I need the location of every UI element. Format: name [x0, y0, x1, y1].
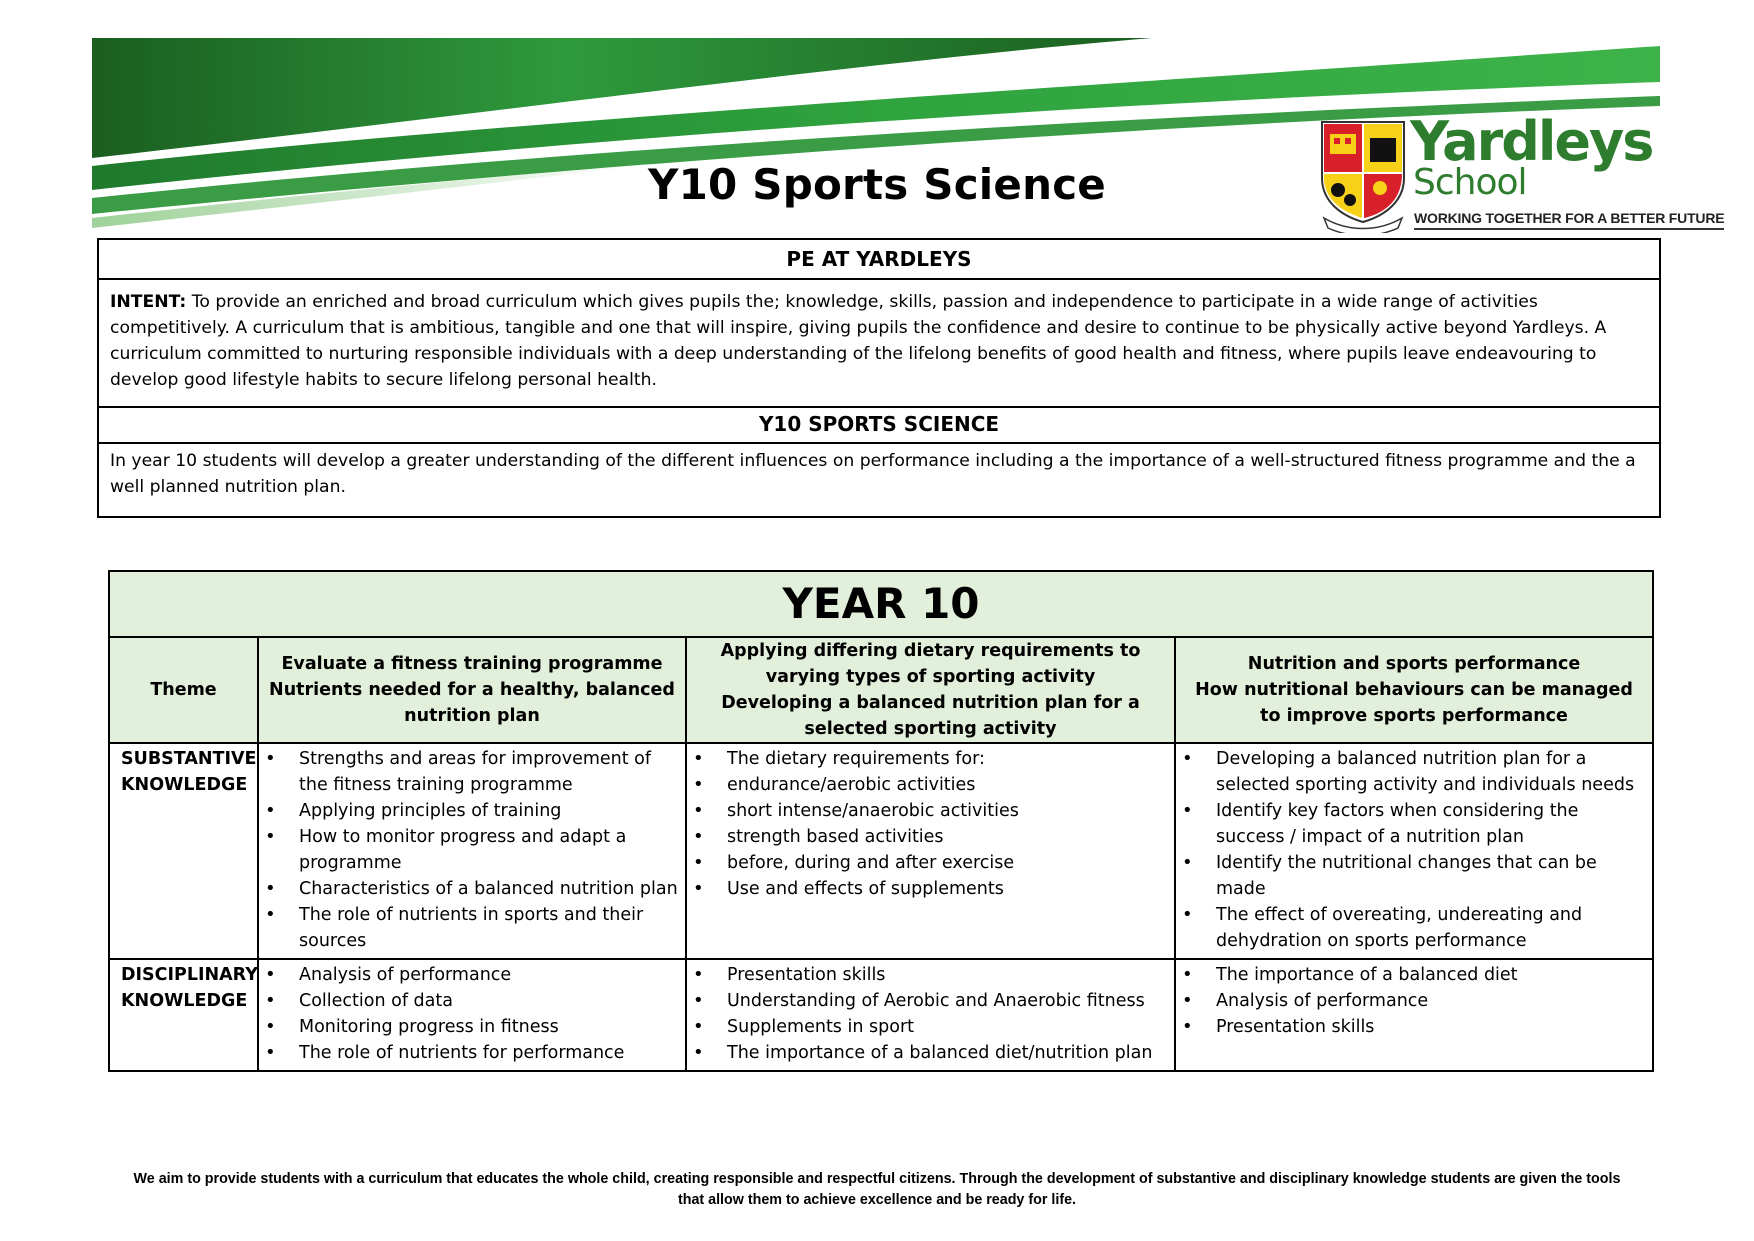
substantive-cell-2 [686, 743, 1175, 959]
list-item: • Applying principles of training [259, 798, 679, 824]
footer-statement [110, 1169, 1644, 1211]
bullet-list [1176, 744, 1652, 958]
theme-1-line-1: Evaluate a fitness training programme [281, 654, 663, 674]
list-item: • short intense/anaerobic activities [687, 798, 1168, 824]
bullet-list [259, 744, 685, 958]
list-item: • Presentation skills [1176, 1014, 1646, 1040]
footer-line-2: that allow them to achieve excellence and be ready for life. [677, 1192, 1077, 1208]
logo-name-school: School [1413, 162, 1527, 203]
year-title: YEAR 10 [109, 571, 1653, 637]
logo-name-yardleys: Yardleys [1410, 110, 1653, 173]
list-item: • Analysis of performance [259, 962, 679, 988]
school-crest-icon [1318, 118, 1408, 233]
list-item: • Monitoring progress in fitness [259, 1014, 679, 1040]
row-label-substantive [109, 743, 258, 959]
list-item: • Analysis of performance [1176, 988, 1646, 1014]
list-item: • Presentation skills [687, 962, 1168, 988]
list-item: • Use and effects of supplements [687, 876, 1168, 902]
footer-line-1: We aim to provide students with a curriculum that educates the whole child, creating responsible and respectful citizens. Through the development of substantive and disciplinary knowledge students are given the tools [133, 1171, 1621, 1187]
row-label-line: KNOWLEDGE [121, 991, 248, 1011]
year-10-table [108, 570, 1654, 1072]
pe-heading: PE AT YARDLEYS [99, 240, 1659, 280]
list-item: • endurance/aerobic activities [687, 772, 1168, 798]
theme-1-line-2: Nutrients needed for a healthy, balanced nutrition plan [269, 680, 675, 726]
bullet-list [687, 744, 1174, 906]
list-item: • Strengths and areas for improvement of the fitness training programme [259, 746, 679, 798]
substantive-cell-3 [1175, 743, 1653, 959]
list-item: • The importance of a balanced diet/nutrition plan [687, 1040, 1168, 1066]
school-logo [1318, 110, 1725, 238]
list-item: • Developing a balanced nutrition plan for a selected sporting activity and individuals needs [1176, 746, 1646, 798]
row-label-disciplinary [109, 959, 258, 1071]
row-label-line: KNOWLEDGE [121, 775, 248, 795]
list-item: • The role of nutrients in sports and their sources [259, 902, 679, 954]
row-label-line: SUBSTANTIVE [121, 749, 257, 769]
y10-summary: In year 10 students will develop a greater understanding of the different influences on performance including a the importance of a well-structured fitness programme and the a well planned nutrition plan. [110, 451, 1636, 497]
bullet-list [1176, 960, 1652, 1044]
list-item: • The effect of overeating, undereating and dehydration on sports performance [1176, 902, 1646, 954]
list-item: • before, during and after exercise [687, 850, 1168, 876]
list-item: • How to monitor progress and adapt a programme [259, 824, 679, 876]
list-item: • Characteristics of a balanced nutrition plan [259, 876, 679, 902]
intent-label: INTENT: [110, 292, 187, 312]
row-label-line: DISCIPLINARY [121, 965, 258, 985]
list-item: • Supplements in sport [687, 1014, 1168, 1040]
disciplinary-row [109, 959, 1653, 1071]
theme-3-line-1: Nutrition and sports performance [1247, 654, 1581, 674]
list-item: • The dietary requirements for: [687, 746, 1168, 772]
theme-3-line-2: How nutritional behaviours can be managed to improve sports performance [1195, 680, 1633, 726]
bullet-list [259, 960, 685, 1070]
y10-heading: Y10 SPORTS SCIENCE [99, 408, 1659, 444]
list-item: • The importance of a balanced diet [1176, 962, 1646, 988]
list-item: • Identify key factors when considering the success / impact of a nutrition plan [1176, 798, 1646, 850]
disciplinary-cell-2 [686, 959, 1175, 1071]
page-title: Y10 Sports Science [648, 160, 1106, 209]
disciplinary-cell-3 [1175, 959, 1653, 1071]
theme-2 [686, 637, 1175, 743]
substantive-row [109, 743, 1653, 959]
bullet-list [687, 960, 1174, 1070]
list-item: • Understanding of Aerobic and Anaerobic fitness [687, 988, 1168, 1014]
list-item: • Collection of data [259, 988, 679, 1014]
list-item: • strength based activities [687, 824, 1168, 850]
theme-3 [1175, 637, 1653, 743]
list-item: • Identify the nutritional changes that can be made [1176, 850, 1646, 902]
list-item: • The role of nutrients for performance [259, 1040, 679, 1066]
theme-2-line-2: Developing a balanced nutrition plan for a selected sporting activity [721, 693, 1140, 739]
intent-box [97, 238, 1661, 518]
logo-tagline: WORKING TOGETHER FOR A BETTER FUTURE [1414, 210, 1724, 230]
theme-label: Theme [109, 637, 258, 743]
intent-paragraph [99, 280, 1659, 408]
theme-2-line-1: Applying differing dietary requirements to varying types of sporting activity [720, 641, 1141, 687]
intent-body: To provide an enriched and broad curriculum which gives pupils the; knowledge, skills, passion and independence to participate in a wide range of activities competitively. A curriculum that is ambitious, tangible and one that will inspire, giving pupils the confidence and desire to continue to be physically active beyond Yardleys. A curriculum committed to nurturing responsible individuals with a deep understanding of the lifelong benefits of good health and fitness, where pupils leave endeavouring to develop good lifestyle habits to secure lifelong personal health. [110, 292, 1607, 390]
disciplinary-cell-1 [258, 959, 686, 1071]
theme-1 [258, 637, 686, 743]
substantive-cell-1 [258, 743, 686, 959]
